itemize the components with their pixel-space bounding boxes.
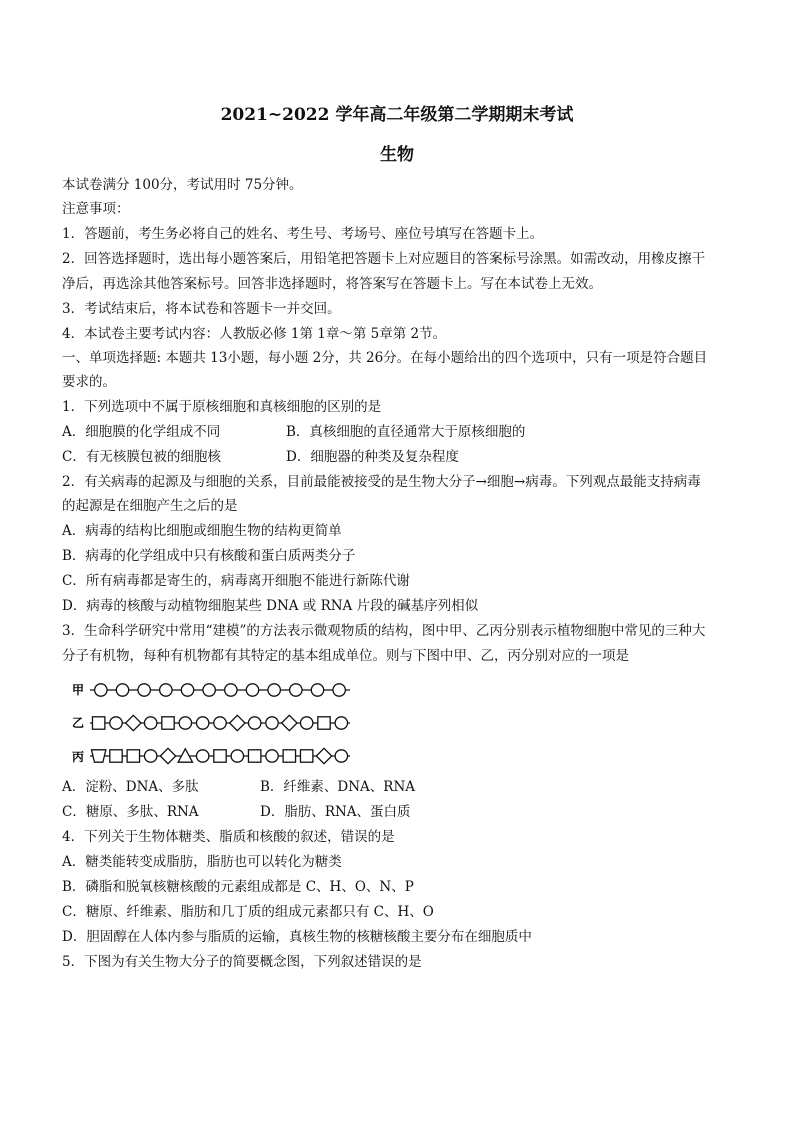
notice-item-2a: 2．回答选择题时，选出每小题答案后，用铅笔把答题卡上对应题目的答案标号涂黑。如需改动，用橡皮擦干 (62, 251, 706, 267)
q2-option-b: B．病毒的化学组成中只有核酸和蛋白质两类分子 (62, 548, 356, 564)
circle-monomer (144, 717, 156, 729)
circle-monomer (203, 684, 215, 696)
q2-stem: 2．有关病毒的起源及与细胞的关系，目前最能被接受的是生物大分子→细胞→病毒。下列观点最能支持病毒 (62, 474, 701, 490)
circle-monomer (110, 717, 122, 729)
square-monomer (110, 750, 122, 762)
circle-monomer (95, 684, 107, 696)
exam-title: 2021~2022 学年高二年级第二学期期末考试 (220, 105, 574, 125)
q2-option-d: D．病毒的核酸与动植物细胞某些 DNA 或 RNA 片段的碱基序列相似 (62, 598, 479, 614)
q4-option-a: A．糖类能转变成脂肪，脂肪也可以转化为糖类 (62, 854, 342, 870)
diamond-monomer (126, 715, 141, 730)
circle-monomer (335, 717, 347, 729)
trapezoid-monomer (91, 750, 105, 762)
circle-monomer (196, 717, 208, 729)
circle-monomer (246, 684, 258, 696)
circle-monomer (181, 684, 193, 696)
section-heading: 一、单项选择题: 本题共 13小题，每小题 2分，共 26分。在每小题给出的四个选项中，只有一项是符合题目 (62, 350, 708, 366)
chain-bing (90, 748, 350, 763)
square-monomer (248, 750, 260, 762)
circle-monomer (231, 750, 243, 762)
q3-stem-cont: 分子有机物，每种有机物都有其特定的基本组成单位。则与下图中甲、乙，丙分别对应的一项是 (62, 648, 629, 664)
square-monomer (162, 717, 174, 729)
square-monomer (318, 717, 330, 729)
chain-jia (90, 684, 350, 696)
notice-item-4: 4．本试卷主要考试内容：人教版必修 1第 1章～第 5章第 2节。 (62, 326, 447, 342)
circle-monomer (266, 750, 278, 762)
q4-stem: 4．下列关于生物体糖类、脂质和核酸的叙述，错误的是 (62, 829, 395, 845)
label-bing: 丙 (72, 750, 85, 764)
circle-monomer (248, 717, 260, 729)
q5-stem: 5．下图为有关生物大分子的简要概念图，下列叙述错误的是 (62, 954, 422, 970)
notice-item-2b: 净后，再选涂其他答案标号。回答非选择题时，将答案写在答题卡上。写在本试卷上无效。 (62, 276, 602, 292)
circle-monomer (160, 684, 172, 696)
circle-monomer (333, 684, 345, 696)
circle-monomer (214, 717, 226, 729)
section-heading-cont: 要求的。 (62, 374, 116, 390)
exam-info: 本试卷满分 100分，考试用时 75分钟。 (62, 177, 303, 193)
circle-monomer (335, 750, 347, 762)
q3-option-b: B．纤维素、DNA、RNA (260, 779, 416, 795)
q1-option-d: D．细胞器的种类及复杂程度 (286, 449, 459, 465)
notice-heading: 注意事项： (62, 201, 130, 217)
q1-option-c: C．有无核膜包被的细胞核 (62, 449, 221, 465)
square-monomer (127, 750, 139, 762)
circle-monomer (290, 684, 302, 696)
label-jia: 甲 (72, 683, 85, 697)
q1-option-a: A．细胞膜的化学组成不同 (62, 424, 221, 440)
square-monomer (214, 750, 226, 762)
square-monomer (92, 717, 104, 729)
circle-monomer (116, 684, 128, 696)
q1-option-b: B．真核细胞的直径通常大于原核细胞的 (286, 424, 526, 440)
chain-yi (90, 715, 350, 730)
circle-monomer (179, 717, 191, 729)
square-monomer (300, 750, 312, 762)
circle-monomer (138, 684, 150, 696)
subject-title: 生物 (380, 145, 414, 165)
q4-option-d: D．胆固醇在人体内参与脂质的运输，真核生物的核糖核酸主要分布在细胞质中 (62, 929, 532, 945)
diamond-monomer (316, 748, 331, 763)
diamond-monomer (160, 748, 175, 763)
circle-monomer (225, 684, 237, 696)
circle-monomer (144, 750, 156, 762)
notice-item-1: 1．答题前，考生务必将自己的姓名、考生号、考场号、座位号填写在答题卡上。 (62, 226, 544, 242)
q3-option-d: D．脂肪、RNA、蛋白质 (260, 804, 411, 820)
q4-option-b: B．磷脂和脱氧核糖核酸的元素组成都是 C、H、O、N、P (62, 879, 414, 895)
q3-stem: 3．生命科学研究中常用“建模”的方法表示微观物质的结构，图中甲、乙丙分别表示植物细胞中常见的三种大 (62, 623, 706, 639)
label-yi: 乙 (72, 716, 85, 730)
circle-monomer (266, 717, 278, 729)
square-monomer (283, 750, 295, 762)
q4-option-c: C．糖原、纤维素、脂肪和几丁质的组成元素都只有 C、H、O (62, 904, 434, 920)
circle-monomer (196, 750, 208, 762)
q2-stem-cont: 的起源是在细胞产生之后的是 (62, 498, 238, 514)
circle-monomer (300, 717, 312, 729)
macromolecule-model-figure (68, 676, 358, 768)
q3-option-c: C．糖原、多肽、RNA (62, 804, 199, 820)
diamond-monomer (282, 715, 297, 730)
circle-monomer (268, 684, 280, 696)
q1-stem: 1．下列选项中不属于原核细胞和真核细胞的区别的是 (62, 399, 382, 415)
notice-item-3: 3．考试结束后，将本试卷和答题卡一并交回。 (62, 301, 341, 317)
q3-option-a: A．淀粉、DNA、多肽 (62, 779, 199, 795)
diamond-monomer (230, 715, 245, 730)
q2-option-c: C．所有病毒都是寄生的，病毒离开细胞不能进行新陈代谢 (62, 573, 410, 589)
circle-monomer (311, 684, 323, 696)
q2-option-a: A．病毒的结构比细胞或细胞生物的结构更简单 (62, 523, 342, 539)
